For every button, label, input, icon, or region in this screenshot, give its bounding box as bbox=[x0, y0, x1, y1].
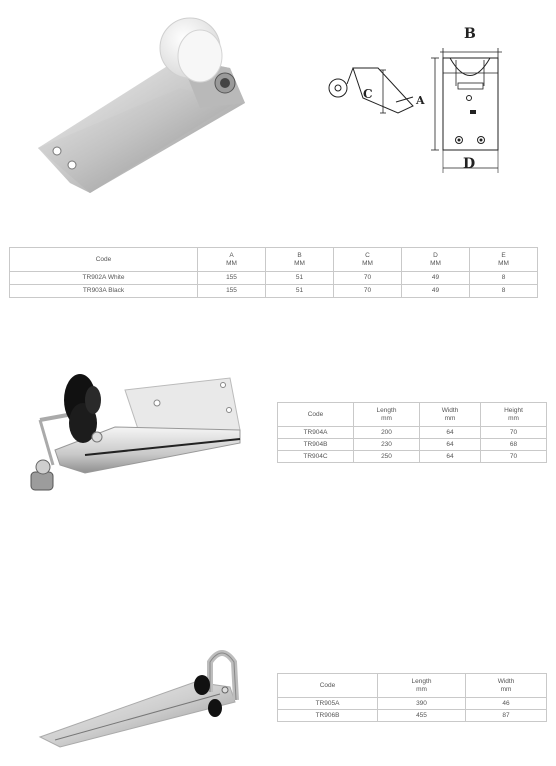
cell-c: 70 bbox=[334, 272, 402, 285]
cell-code: TR904B bbox=[278, 439, 354, 451]
table-row bbox=[278, 710, 547, 722]
cell-height: 68 bbox=[481, 439, 547, 451]
col-header-length: Length mm bbox=[354, 403, 420, 427]
cell-width: 46 bbox=[466, 698, 547, 710]
cell-height: 70 bbox=[481, 427, 547, 439]
label-b: B bbox=[464, 26, 476, 42]
table-row bbox=[10, 285, 538, 298]
table-row bbox=[10, 272, 538, 285]
col-header-code: Code bbox=[278, 674, 378, 698]
cell-b: 51 bbox=[266, 285, 334, 298]
cell-width: 64 bbox=[420, 439, 481, 451]
spec-table-tr902-tr903 bbox=[9, 247, 538, 298]
table-header-row bbox=[10, 248, 538, 272]
dimension-diagram bbox=[318, 18, 533, 178]
cell-e: 8 bbox=[470, 285, 538, 298]
cell-a: 155 bbox=[198, 285, 266, 298]
table-row bbox=[278, 698, 547, 710]
cell-code: TR905A bbox=[278, 698, 378, 710]
col-header-width: Width mm bbox=[420, 403, 481, 427]
cell-c: 70 bbox=[334, 285, 402, 298]
col-header-width: Width mm bbox=[466, 674, 547, 698]
label-d: D bbox=[463, 156, 476, 172]
spec-table-tr904 bbox=[277, 402, 547, 463]
col-header-a: A MM bbox=[198, 248, 266, 272]
cell-width: 64 bbox=[420, 427, 481, 439]
col-header-length: Length mm bbox=[378, 674, 466, 698]
cell-length: 390 bbox=[378, 698, 466, 710]
col-header-b: B MM bbox=[266, 248, 334, 272]
cell-width: 64 bbox=[420, 451, 481, 463]
bow-roller-black-photo bbox=[25, 365, 255, 500]
col-header-height: Height mm bbox=[481, 403, 547, 427]
col-header-d: D MM bbox=[402, 248, 470, 272]
table-header-row bbox=[278, 674, 547, 698]
label-a: A bbox=[416, 94, 425, 107]
cell-a: 155 bbox=[198, 272, 266, 285]
spec-table-tr905-tr906 bbox=[277, 673, 547, 722]
cell-length: 455 bbox=[378, 710, 466, 722]
col-header-code: Code bbox=[278, 403, 354, 427]
col-header-code: Code bbox=[10, 248, 198, 272]
table-header-row bbox=[278, 403, 547, 427]
col-header-e: E MM bbox=[470, 248, 538, 272]
cell-code: TR906B bbox=[278, 710, 378, 722]
cell-d: 49 bbox=[402, 272, 470, 285]
table-row bbox=[278, 451, 547, 463]
cell-code: TR903A Black bbox=[10, 285, 198, 298]
cell-code: TR902A White bbox=[10, 272, 198, 285]
table-row bbox=[278, 427, 547, 439]
bow-roller-white-photo bbox=[30, 8, 265, 200]
cell-code: TR904C bbox=[278, 451, 354, 463]
cell-d: 49 bbox=[402, 285, 470, 298]
cell-b: 51 bbox=[266, 272, 334, 285]
cell-length: 250 bbox=[354, 451, 420, 463]
table-row bbox=[278, 439, 547, 451]
cell-length: 230 bbox=[354, 439, 420, 451]
bow-roller-long-photo bbox=[30, 642, 250, 754]
cell-code: TR904A bbox=[278, 427, 354, 439]
col-header-c: C MM bbox=[334, 248, 402, 272]
label-c: C bbox=[363, 87, 373, 101]
cell-e: 8 bbox=[470, 272, 538, 285]
cell-height: 70 bbox=[481, 451, 547, 463]
cell-width: 87 bbox=[466, 710, 547, 722]
cell-length: 200 bbox=[354, 427, 420, 439]
